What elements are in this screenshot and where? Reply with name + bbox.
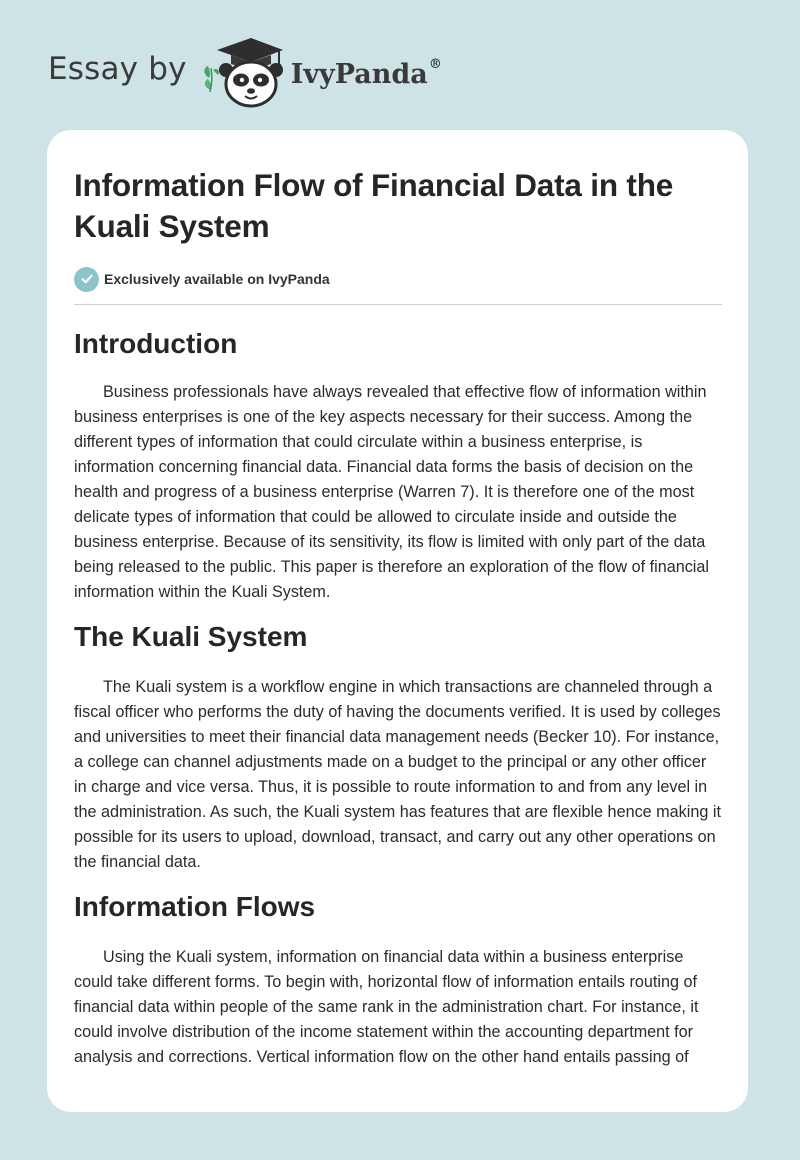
article-card xyxy=(47,130,748,1112)
panda-graduate-icon xyxy=(199,34,285,110)
brand-header[interactable] xyxy=(48,34,442,110)
exclusive-label: Exclusively available on IvyPanda xyxy=(104,271,330,287)
section-heading: Introduction xyxy=(74,328,238,359)
article-title: Information Flow of Financial Data in the Kuali System xyxy=(74,167,674,244)
section-introduction xyxy=(74,327,721,605)
exclusive-badge xyxy=(74,266,721,292)
section-information-flows xyxy=(74,890,721,1070)
section-heading: The Kuali System xyxy=(74,621,308,652)
registered-mark: ® xyxy=(428,56,442,72)
divider xyxy=(74,304,722,305)
check-icon xyxy=(74,267,99,292)
section-heading: Information Flows xyxy=(74,891,316,922)
section-paragraph: Business professionals have always revealed that effective flow of information within business enterprises is one of the key aspects necessary for their success. Among the different types of information that could circulate within a business enterprise, is information concerning financial data. Financial data forms the basis of decision on the health and progress of a business enterprise (Warren 7). It is therefore one of the most delicate types of information that could be allowed to circulate inside and outside the business enterprise. Because of its sensitivity, its flow is limited with only part of the data being released to the public. This paper is therefore an exploration of the flow of financial information within the Kuali System. xyxy=(74,383,710,601)
section-kuali-system xyxy=(74,620,721,875)
brand-prefix: Essay by xyxy=(48,51,187,87)
section-paragraph: Using the Kuali system, information on financial data within a business enterprise could take different forms. To begin with, horizontal flow of information entails routing of financial data within people of the same rank in the administration chart. For instance, it could involve distribution of the income statement within the accounting department for analysis and corrections. Vertical information flow on the other hand entails passing of xyxy=(74,948,699,1066)
brand-name: IvyPanda® xyxy=(290,56,442,90)
section-paragraph: The Kuali system is a workflow engine in which transactions are channeled through a fiscal officer who performs the duty of having the documents verified. It is used by colleges and universities to meet their financial data management needs (Becker 10). For instance, a college can channel adjustments made on a budget to the principal or any other officer in charge and vice versa. Thus, it is possible to route information to and from any level in the administration. As such, the Kuali system has features that are flexible hence making it possible for its users to upload, download, transact, and carry out any other operations on the financial data. xyxy=(74,678,721,871)
